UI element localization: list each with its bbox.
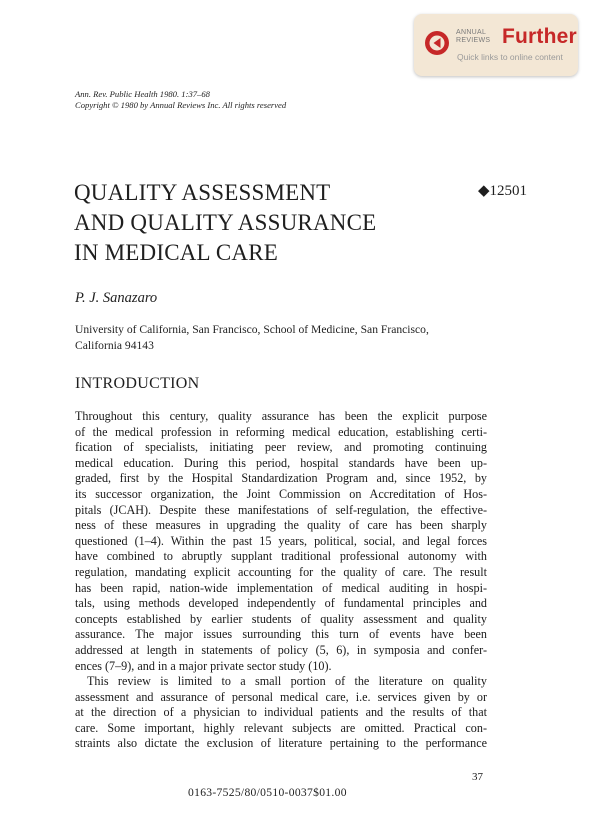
banner-brand-line1: ANNUAL bbox=[456, 29, 487, 36]
body-line: fication of specialists, initiating peer review, and promoting continuing bbox=[75, 440, 487, 455]
body-text bbox=[75, 409, 487, 752]
body-line: graded, first by the Hospital Standardization Program and, since 1952, by bbox=[75, 471, 487, 486]
section-heading: INTRODUCTION bbox=[75, 375, 200, 392]
banner-brand-line2: REVIEWS bbox=[456, 37, 491, 44]
body-line: addressed at length in statements of policy (5, 6), in symposia and confer- bbox=[75, 642, 487, 657]
journal-citation-block bbox=[75, 89, 286, 111]
author-affiliation bbox=[75, 322, 429, 354]
journal-citation: Ann. Rev. Public Health 1980. 1:37–68 bbox=[75, 89, 210, 99]
body-line: ences (7–9), and in a major private sector study (10). bbox=[75, 658, 332, 673]
body-line: tals, using methods developed independently of fundamental principles and bbox=[75, 596, 487, 611]
body-line: of the medical profession in reforming medical education, establishing certi- bbox=[75, 424, 487, 439]
body-line: This review is limited to a small portion of the literature on quality bbox=[87, 674, 487, 689]
body-line: has been rapid, nation-wide implementation of medical auditing in hospi- bbox=[75, 580, 487, 595]
footer-code: 0163-7525/80/0510-0037$01.00 bbox=[188, 786, 347, 799]
body-line: its successor organization, the Joint Commission on Accreditation of Hos- bbox=[75, 486, 487, 501]
body-line: regulation, mandating explicit accounting for the quality of care. The result bbox=[75, 564, 487, 579]
affiliation-line-1: University of California, San Francisco, School of Medicine, San Francisco, bbox=[75, 323, 429, 336]
annual-reviews-arrow-icon bbox=[424, 30, 450, 56]
body-line: care. Some important, highly relevant subjects are omitted. Practical con- bbox=[75, 720, 487, 735]
journal-copyright: Copyright © 1980 by Annual Reviews Inc. All rights reserved bbox=[75, 100, 287, 110]
body-line: assessment and assurance of personal medical care, i.e. services given by or bbox=[75, 689, 487, 704]
article-code: ◆12501 bbox=[478, 183, 528, 199]
author-name: P. J. Sanazaro bbox=[75, 290, 158, 306]
banner-subtitle: Quick links to online content bbox=[457, 52, 563, 62]
body-line: assurance. The major issues surrounding this turn of events have been bbox=[75, 627, 487, 642]
body-line: medical education. During this period, hospital standards have been up- bbox=[75, 455, 487, 470]
banner-brand bbox=[456, 29, 490, 45]
title-line-3: IN MEDICAL CARE bbox=[74, 240, 279, 265]
annual-reviews-further-banner[interactable] bbox=[414, 14, 578, 76]
body-line: straints also dictate the exclusion of literature pertaining to the performance bbox=[75, 736, 487, 751]
affiliation-line-2: California 94143 bbox=[75, 339, 154, 352]
body-line: Throughout this century, quality assurance has been the explicit purpose bbox=[75, 409, 487, 423]
body-line: ness of these measures in upgrading the quality of care has been sharply bbox=[75, 518, 487, 533]
body-line: at the direction of a physician to individual patients and the results of that bbox=[75, 705, 487, 720]
title-line-1: QUALITY ASSESSMENT bbox=[74, 180, 331, 205]
article-title bbox=[74, 178, 376, 268]
banner-title: Further bbox=[502, 25, 577, 48]
title-line-2: AND QUALITY ASSURANCE bbox=[74, 210, 377, 235]
body-line: have combined to abruptly supplant traditional professional autonomy with bbox=[75, 549, 487, 564]
page-number: 37 bbox=[472, 771, 483, 783]
body-line: pitals (JCAH). Despite these manifestations of self-regulation, the effective- bbox=[75, 502, 487, 517]
body-line: questioned (1–4). Within the past 15 years, political, social, and legal forces bbox=[75, 533, 487, 548]
body-line: concepts established by earlier students of quality assessment and quality bbox=[75, 611, 487, 626]
